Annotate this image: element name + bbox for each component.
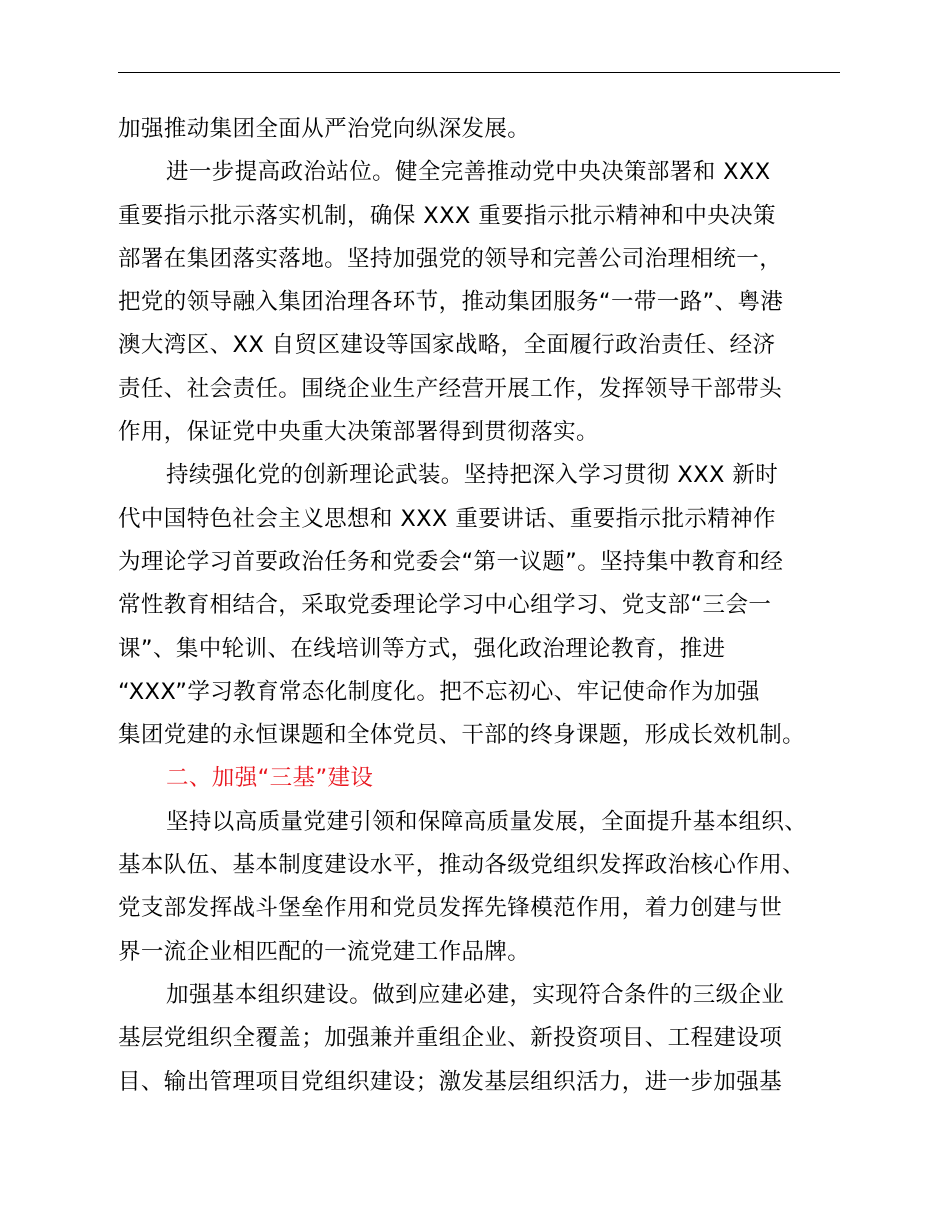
text-line: 基层党组织全覆盖；加强兼并重组企业、新投资项目、工程建设项 bbox=[118, 1025, 783, 1052]
header-rule bbox=[118, 72, 840, 73]
text-line: 加强推动集团全面从严治党向纵深发展。 bbox=[118, 116, 531, 142]
text-line: 重要指示批示落实机制，确保 XXX 重要指示批示精神和中央决策 bbox=[118, 202, 776, 229]
text-line: 界一流企业相匹配的一流党建工作品牌。 bbox=[118, 938, 531, 965]
text-line: 目、输出管理项目党组织建设；激发基层组织活力，进一步加强基 bbox=[118, 1068, 783, 1095]
text-line: 集团党建的永恒课题和全体党员、干部的终身课题，形成长效机制。 bbox=[118, 722, 806, 749]
text-line: 部署在集团落实落地。坚持加强党的领导和完善公司治理相统一， bbox=[118, 245, 783, 272]
text-line: 常性教育相结合，采取党委理论学习中心组学习、党支部“三会一 bbox=[118, 592, 772, 619]
paragraph-start-line: 加强基本组织建设。做到应建必建，实现符合条件的三级企业 bbox=[166, 981, 785, 1008]
text-line: 基本队伍、基本制度建设水平，推动各级党组织发挥政治核心作用、 bbox=[118, 852, 806, 879]
paragraph-start-line: 进一步提高政治站位。健全完善推动党中央决策部署和 XXX bbox=[166, 159, 771, 186]
document-body bbox=[118, 108, 842, 1104]
text-line: 责任、社会责任。围绕企业生产经营开展工作，发挥领导干部带头 bbox=[118, 375, 783, 402]
text-line: 把党的领导融入集团治理各环节，推动集团服务“一带一路”、粤港 bbox=[118, 289, 784, 316]
text-line: 作用，保证党中央重大决策部署得到贯彻落实。 bbox=[118, 419, 599, 446]
text-line: 澳大湾区、XX 自贸区建设等国家战略，全面履行政治责任、经济 bbox=[118, 332, 776, 359]
text-line: 课”、集中轮训、在线培训等方式，强化政治理论教育，推进 bbox=[118, 635, 726, 662]
text-line: 为理论学习首要政治任务和党委会“第一议题”。坚持集中教育和经 bbox=[118, 548, 784, 575]
text-line: “XXX”学习教育常态化制度化。把不忘初心、牢记使命作为加强 bbox=[118, 678, 760, 705]
text-line: 党支部发挥战斗堡垒作用和党员发挥先锋模范作用，着力创建与世 bbox=[118, 895, 783, 922]
section-heading: 二、加强“三基”建设 bbox=[166, 765, 374, 792]
paragraph-start-line: 坚持以高质量党建引领和保障高质量发展，全面提升基本组织、 bbox=[166, 808, 808, 835]
text-line: 代中国特色社会主义思想和 XXX 重要讲话、重要指示批示精神作 bbox=[118, 505, 776, 532]
paragraph-start-line: 持续强化党的创新理论武装。坚持把深入学习贯彻 XXX 新时 bbox=[166, 462, 779, 489]
